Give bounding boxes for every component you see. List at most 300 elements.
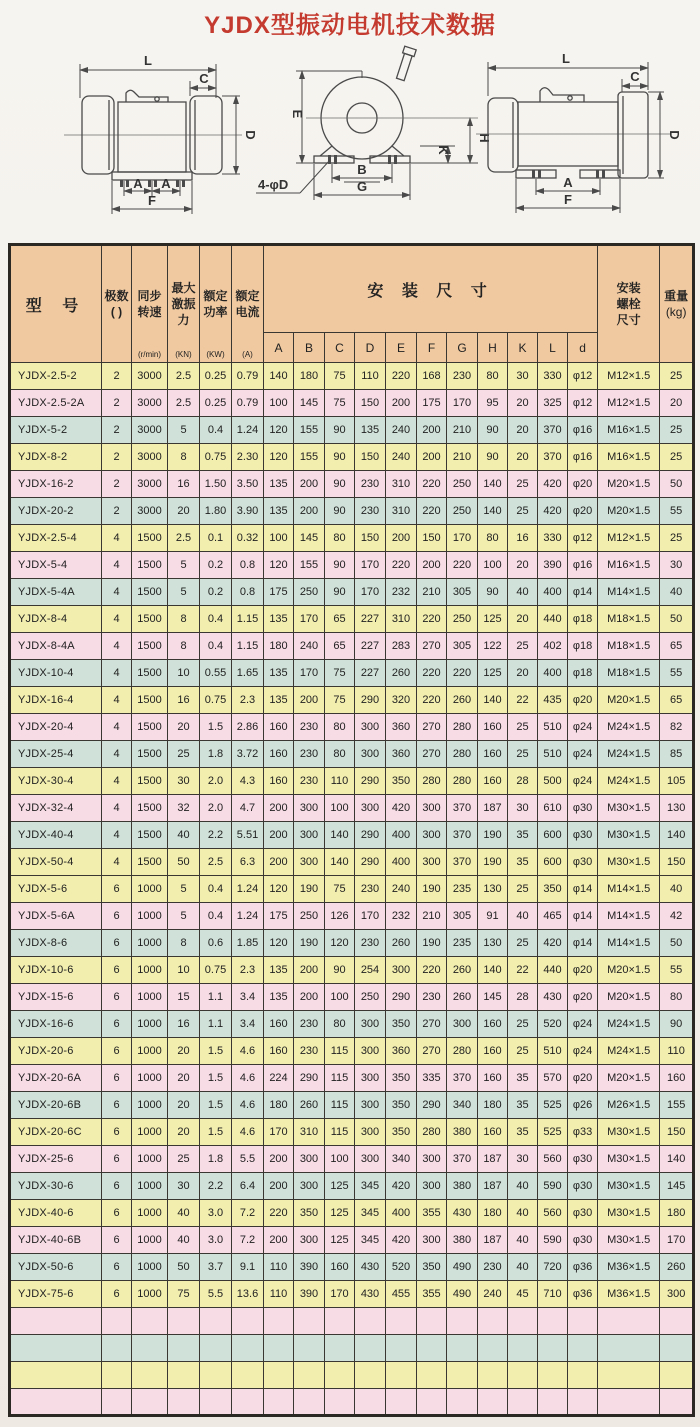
empty-cell xyxy=(294,1335,325,1362)
data-cell: 190 xyxy=(294,876,325,903)
data-cell: 240 xyxy=(294,633,325,660)
data-cell: 300 xyxy=(447,1011,478,1038)
empty-cell xyxy=(355,1362,386,1389)
data-cell: 28 xyxy=(508,768,538,795)
data-cell: 160 xyxy=(264,1038,294,1065)
data-cell: 22 xyxy=(508,687,538,714)
data-cell: 145 xyxy=(294,525,325,552)
data-cell: 250 xyxy=(355,984,386,1011)
data-cell: 40 xyxy=(508,1200,538,1227)
data-cell: 6 xyxy=(102,1146,132,1173)
empty-cell xyxy=(102,1389,132,1416)
header-force-l3: 力 xyxy=(177,313,190,328)
data-cell: 0.8 xyxy=(232,552,264,579)
empty-cell xyxy=(294,1308,325,1335)
data-cell: φ24 xyxy=(568,1038,598,1065)
header-bolt-l3: 尺寸 xyxy=(616,313,641,328)
data-cell: 270 xyxy=(417,741,447,768)
data-cell: 20 xyxy=(508,552,538,579)
data-cell: 150 xyxy=(417,525,447,552)
data-cell: 220 xyxy=(417,687,447,714)
data-cell: 280 xyxy=(417,768,447,795)
data-cell: 115 xyxy=(325,1119,355,1146)
data-cell: 4 xyxy=(102,552,132,579)
data-cell: 135 xyxy=(264,471,294,498)
data-cell: 260 xyxy=(386,660,417,687)
data-cell: 2.5 xyxy=(168,525,200,552)
data-cell: φ26 xyxy=(568,1092,598,1119)
data-cell: 5.51 xyxy=(232,822,264,849)
data-cell: 155 xyxy=(660,1092,694,1119)
data-cell: 510 xyxy=(538,714,568,741)
data-cell: 3000 xyxy=(132,390,168,417)
data-cell: 1500 xyxy=(132,552,168,579)
empty-cell xyxy=(568,1335,598,1362)
data-cell: 6 xyxy=(102,1119,132,1146)
empty-cell xyxy=(168,1308,200,1335)
data-cell: 180 xyxy=(478,1200,508,1227)
data-cell: 80 xyxy=(325,1011,355,1038)
data-cell: 0.4 xyxy=(200,903,232,930)
data-cell: 400 xyxy=(386,822,417,849)
data-cell: 90 xyxy=(325,417,355,444)
data-cell: 20 xyxy=(508,417,538,444)
data-cell: 5 xyxy=(168,417,200,444)
data-cell: 180 xyxy=(264,1092,294,1119)
data-cell: 90 xyxy=(325,552,355,579)
data-cell: 170 xyxy=(355,552,386,579)
data-cell: 25 xyxy=(168,741,200,768)
data-cell: 1.15 xyxy=(232,633,264,660)
data-cell: 170 xyxy=(447,390,478,417)
data-cell: 2 xyxy=(102,363,132,390)
data-cell: 350 xyxy=(386,1119,417,1146)
header-weight-l2: (kg) xyxy=(665,305,687,319)
data-cell: 125 xyxy=(325,1173,355,1200)
data-cell: 30 xyxy=(508,363,538,390)
data-cell: 300 xyxy=(294,1146,325,1173)
data-cell: 3000 xyxy=(132,363,168,390)
data-cell: φ14 xyxy=(568,903,598,930)
model-cell: YJDX-40-6B xyxy=(10,1227,102,1254)
dim-col-C: C xyxy=(325,333,355,363)
data-cell: 170 xyxy=(447,525,478,552)
data-cell: 500 xyxy=(538,768,568,795)
data-cell: 155 xyxy=(294,444,325,471)
data-cell: 1500 xyxy=(132,606,168,633)
data-cell: 3.50 xyxy=(232,471,264,498)
data-cell: 20 xyxy=(508,606,538,633)
data-cell: 0.75 xyxy=(200,957,232,984)
data-cell: 55 xyxy=(660,498,694,525)
data-cell: 227 xyxy=(355,660,386,687)
data-cell: 25 xyxy=(508,741,538,768)
data-cell: 260 xyxy=(386,930,417,957)
empty-cell xyxy=(568,1308,598,1335)
empty-cell xyxy=(660,1308,694,1335)
data-cell: 220 xyxy=(447,660,478,687)
data-cell: 330 xyxy=(538,525,568,552)
data-cell: 220 xyxy=(417,606,447,633)
header-weight-l1: 重量 xyxy=(664,288,689,303)
data-cell: 0.8 xyxy=(232,579,264,606)
data-cell: 25 xyxy=(508,1011,538,1038)
data-cell: 0.4 xyxy=(200,633,232,660)
data-cell: 175 xyxy=(264,579,294,606)
data-cell: 230 xyxy=(294,768,325,795)
data-cell: 0.2 xyxy=(200,579,232,606)
empty-row xyxy=(10,1308,694,1335)
data-cell: 3000 xyxy=(132,417,168,444)
data-cell: 125 xyxy=(325,1227,355,1254)
data-cell: 25 xyxy=(508,876,538,903)
data-cell: 0.4 xyxy=(200,876,232,903)
data-cell: 370 xyxy=(538,444,568,471)
data-cell: 82 xyxy=(660,714,694,741)
data-cell: 400 xyxy=(538,579,568,606)
empty-cell xyxy=(355,1308,386,1335)
data-cell: 160 xyxy=(264,714,294,741)
data-cell: 75 xyxy=(325,876,355,903)
data-cell: 200 xyxy=(417,444,447,471)
data-cell: 2.30 xyxy=(232,444,264,471)
data-cell: 10 xyxy=(168,660,200,687)
table-row xyxy=(10,660,694,687)
data-cell: 1500 xyxy=(132,660,168,687)
data-cell: 300 xyxy=(355,1146,386,1173)
table-row xyxy=(10,606,694,633)
data-cell: 40 xyxy=(660,876,694,903)
data-cell: 187 xyxy=(478,1173,508,1200)
empty-cell xyxy=(538,1389,568,1416)
data-cell: 160 xyxy=(478,741,508,768)
empty-cell xyxy=(447,1389,478,1416)
data-cell: 45 xyxy=(508,1281,538,1308)
data-cell: 32 xyxy=(168,795,200,822)
data-cell: M14×1.5 xyxy=(598,930,660,957)
data-cell: 8 xyxy=(168,444,200,471)
data-cell: 510 xyxy=(538,741,568,768)
data-cell: 2 xyxy=(102,417,132,444)
data-cell: M14×1.5 xyxy=(598,579,660,606)
data-cell: 168 xyxy=(417,363,447,390)
data-cell: 7.2 xyxy=(232,1200,264,1227)
data-cell: 200 xyxy=(294,471,325,498)
data-cell: 355 xyxy=(417,1281,447,1308)
data-cell: 4 xyxy=(102,741,132,768)
empty-cell xyxy=(168,1362,200,1389)
data-cell: 200 xyxy=(264,822,294,849)
data-cell: 65 xyxy=(660,633,694,660)
data-cell: 80 xyxy=(478,525,508,552)
data-cell: 0.75 xyxy=(200,687,232,714)
table-row xyxy=(10,768,694,795)
data-cell: φ16 xyxy=(568,417,598,444)
header-model-label: 型 号 xyxy=(25,297,87,315)
data-cell: 1000 xyxy=(132,903,168,930)
empty-cell xyxy=(508,1389,538,1416)
model-cell: YJDX-10-6 xyxy=(10,957,102,984)
data-cell: M14×1.5 xyxy=(598,876,660,903)
data-cell: 115 xyxy=(325,1092,355,1119)
data-cell: 1000 xyxy=(132,930,168,957)
empty-cell xyxy=(232,1335,264,1362)
data-cell: 1.65 xyxy=(232,660,264,687)
data-cell: 40 xyxy=(508,1227,538,1254)
data-cell: 300 xyxy=(417,1227,447,1254)
data-cell: 20 xyxy=(168,1119,200,1146)
data-cell: 600 xyxy=(538,822,568,849)
empty-cell xyxy=(168,1389,200,1416)
data-cell: φ14 xyxy=(568,930,598,957)
data-cell: 360 xyxy=(386,1038,417,1065)
data-cell: 560 xyxy=(538,1146,568,1173)
empty-cell xyxy=(660,1362,694,1389)
data-cell: 22 xyxy=(508,957,538,984)
data-cell: 280 xyxy=(447,741,478,768)
data-cell: 65 xyxy=(325,633,355,660)
data-cell: 4 xyxy=(102,822,132,849)
data-cell: M26×1.5 xyxy=(598,1092,660,1119)
data-cell: 300 xyxy=(355,1038,386,1065)
data-cell: 40 xyxy=(508,1173,538,1200)
header-model xyxy=(10,245,102,363)
model-cell: YJDX-8-6 xyxy=(10,930,102,957)
data-cell: 50 xyxy=(660,471,694,498)
data-cell: 1500 xyxy=(132,795,168,822)
data-cell: 30 xyxy=(168,1173,200,1200)
data-cell: 230 xyxy=(355,930,386,957)
data-cell: 280 xyxy=(447,1038,478,1065)
data-cell: 4 xyxy=(102,849,132,876)
data-cell: 175 xyxy=(417,390,447,417)
data-cell: 200 xyxy=(417,417,447,444)
data-cell: 380 xyxy=(447,1227,478,1254)
data-cell: 720 xyxy=(538,1254,568,1281)
data-cell: 1.50 xyxy=(200,471,232,498)
data-cell: 6.4 xyxy=(232,1173,264,1200)
data-cell: 2.5 xyxy=(168,390,200,417)
data-cell: 0.79 xyxy=(232,390,264,417)
data-cell: 230 xyxy=(355,471,386,498)
data-cell: 1.24 xyxy=(232,876,264,903)
data-cell: 50 xyxy=(168,1254,200,1281)
dim-col-d: d xyxy=(568,333,598,363)
data-cell: 9.1 xyxy=(232,1254,264,1281)
data-cell: 125 xyxy=(478,660,508,687)
data-cell: 40 xyxy=(168,822,200,849)
empty-cell xyxy=(417,1308,447,1335)
table-row xyxy=(10,390,694,417)
dim-label-C-left: C xyxy=(199,71,209,86)
data-cell: 20 xyxy=(660,390,694,417)
data-cell: φ20 xyxy=(568,1065,598,1092)
data-cell: 350 xyxy=(417,1254,447,1281)
empty-cell xyxy=(10,1362,102,1389)
header-power-l1: 额定 xyxy=(203,288,228,303)
dim-label-F-left: F xyxy=(148,193,156,208)
data-cell: 600 xyxy=(538,849,568,876)
data-cell: 80 xyxy=(478,363,508,390)
data-cell: 140 xyxy=(478,498,508,525)
data-cell: 230 xyxy=(417,984,447,1011)
data-cell: 190 xyxy=(417,930,447,957)
data-cell: 90 xyxy=(478,444,508,471)
data-cell: φ30 xyxy=(568,1146,598,1173)
empty-cell xyxy=(200,1389,232,1416)
data-cell: M20×1.5 xyxy=(598,498,660,525)
data-cell: 20 xyxy=(508,444,538,471)
model-cell: YJDX-20-6A xyxy=(10,1065,102,1092)
data-cell: 135 xyxy=(264,660,294,687)
data-cell: 145 xyxy=(660,1173,694,1200)
data-cell: 135 xyxy=(264,957,294,984)
data-cell: M20×1.5 xyxy=(598,687,660,714)
data-cell: 1500 xyxy=(132,579,168,606)
data-cell: 440 xyxy=(538,957,568,984)
empty-cell xyxy=(102,1308,132,1335)
data-cell: 40 xyxy=(168,1227,200,1254)
data-cell: 290 xyxy=(355,822,386,849)
empty-cell xyxy=(102,1362,132,1389)
model-cell: YJDX-2.5-2 xyxy=(10,363,102,390)
data-cell: 125 xyxy=(325,1200,355,1227)
drawing-middle-end-view xyxy=(256,46,492,200)
data-cell: 100 xyxy=(325,1146,355,1173)
data-cell: 4 xyxy=(102,687,132,714)
data-cell: 390 xyxy=(538,552,568,579)
data-cell: 1000 xyxy=(132,1200,168,1227)
data-cell: 6 xyxy=(102,1227,132,1254)
dim-col-A: A xyxy=(264,333,294,363)
data-cell: 0.25 xyxy=(200,363,232,390)
data-cell: 1.85 xyxy=(232,930,264,957)
data-cell: φ16 xyxy=(568,444,598,471)
data-cell: 175 xyxy=(264,903,294,930)
data-cell: 115 xyxy=(325,1065,355,1092)
data-cell: 230 xyxy=(294,741,325,768)
data-cell: 430 xyxy=(538,984,568,1011)
data-cell: 290 xyxy=(355,849,386,876)
data-cell: 135 xyxy=(264,984,294,1011)
data-cell: 230 xyxy=(294,714,325,741)
empty-row xyxy=(10,1335,694,1362)
data-cell: 300 xyxy=(355,1092,386,1119)
data-cell: 25 xyxy=(508,498,538,525)
data-cell: 1000 xyxy=(132,1146,168,1173)
data-cell: M20×1.5 xyxy=(598,984,660,1011)
header-speed-l2: 转速 xyxy=(137,305,162,319)
data-cell: φ30 xyxy=(568,795,598,822)
empty-cell xyxy=(538,1308,568,1335)
data-cell: 100 xyxy=(478,552,508,579)
header-force-unit: (KN) xyxy=(175,350,192,359)
data-cell: 0.1 xyxy=(200,525,232,552)
data-cell: 8 xyxy=(168,606,200,633)
data-cell: 1.5 xyxy=(200,1092,232,1119)
data-cell: 140 xyxy=(325,849,355,876)
empty-cell xyxy=(10,1308,102,1335)
empty-cell xyxy=(478,1335,508,1362)
data-cell: φ24 xyxy=(568,741,598,768)
data-cell: 0.4 xyxy=(200,417,232,444)
data-cell: φ20 xyxy=(568,471,598,498)
data-cell: 2 xyxy=(102,444,132,471)
data-cell: 200 xyxy=(294,984,325,1011)
data-cell: 1.24 xyxy=(232,417,264,444)
cable-gland xyxy=(395,46,417,81)
data-cell: 190 xyxy=(478,822,508,849)
data-cell: 5 xyxy=(168,552,200,579)
empty-cell xyxy=(568,1362,598,1389)
model-cell: YJDX-16-6 xyxy=(10,1011,102,1038)
data-cell: 170 xyxy=(660,1227,694,1254)
data-cell: 25 xyxy=(660,363,694,390)
data-cell: 430 xyxy=(447,1200,478,1227)
data-cell: 230 xyxy=(294,1011,325,1038)
data-cell: φ20 xyxy=(568,984,598,1011)
data-cell: 455 xyxy=(386,1281,417,1308)
data-cell: 2 xyxy=(102,498,132,525)
data-cell: 120 xyxy=(264,930,294,957)
data-cell: 3000 xyxy=(132,498,168,525)
data-cell: 6 xyxy=(102,984,132,1011)
empty-cell xyxy=(355,1335,386,1362)
data-cell: 160 xyxy=(478,1011,508,1038)
empty-cell xyxy=(447,1308,478,1335)
data-cell: 6 xyxy=(102,1281,132,1308)
data-cell: 7.2 xyxy=(232,1227,264,1254)
data-cell: 340 xyxy=(386,1146,417,1173)
data-cell: 330 xyxy=(538,363,568,390)
data-cell: 290 xyxy=(355,768,386,795)
data-cell: 160 xyxy=(478,768,508,795)
drawing-right-side-view xyxy=(476,51,682,213)
empty-cell xyxy=(325,1335,355,1362)
table-row xyxy=(10,633,694,660)
table-row xyxy=(10,363,694,390)
model-cell: YJDX-25-4 xyxy=(10,741,102,768)
data-cell: 465 xyxy=(538,903,568,930)
data-cell: 20 xyxy=(168,1038,200,1065)
data-cell: 227 xyxy=(355,633,386,660)
empty-cell xyxy=(508,1362,538,1389)
data-cell: 35 xyxy=(508,822,538,849)
dim-label-H: H xyxy=(477,133,492,143)
data-cell: 260 xyxy=(660,1254,694,1281)
data-cell: 270 xyxy=(417,1038,447,1065)
data-cell: 300 xyxy=(294,795,325,822)
data-cell: 190 xyxy=(417,876,447,903)
data-cell: 220 xyxy=(417,498,447,525)
data-cell: 355 xyxy=(417,1200,447,1227)
empty-cell xyxy=(568,1389,598,1416)
data-cell: 1500 xyxy=(132,687,168,714)
data-cell: 1.1 xyxy=(200,1011,232,1038)
data-cell: 280 xyxy=(447,768,478,795)
data-cell: 370 xyxy=(538,417,568,444)
data-cell: 1000 xyxy=(132,1092,168,1119)
data-cell: 20 xyxy=(168,714,200,741)
header-poles-l2: ( ) xyxy=(110,305,123,319)
data-cell: φ24 xyxy=(568,1011,598,1038)
data-cell: 350 xyxy=(386,1065,417,1092)
data-cell: M16×1.5 xyxy=(598,417,660,444)
data-cell: φ30 xyxy=(568,822,598,849)
table-row xyxy=(10,1227,694,1254)
data-cell: 300 xyxy=(417,1173,447,1200)
data-cell: M30×1.5 xyxy=(598,822,660,849)
